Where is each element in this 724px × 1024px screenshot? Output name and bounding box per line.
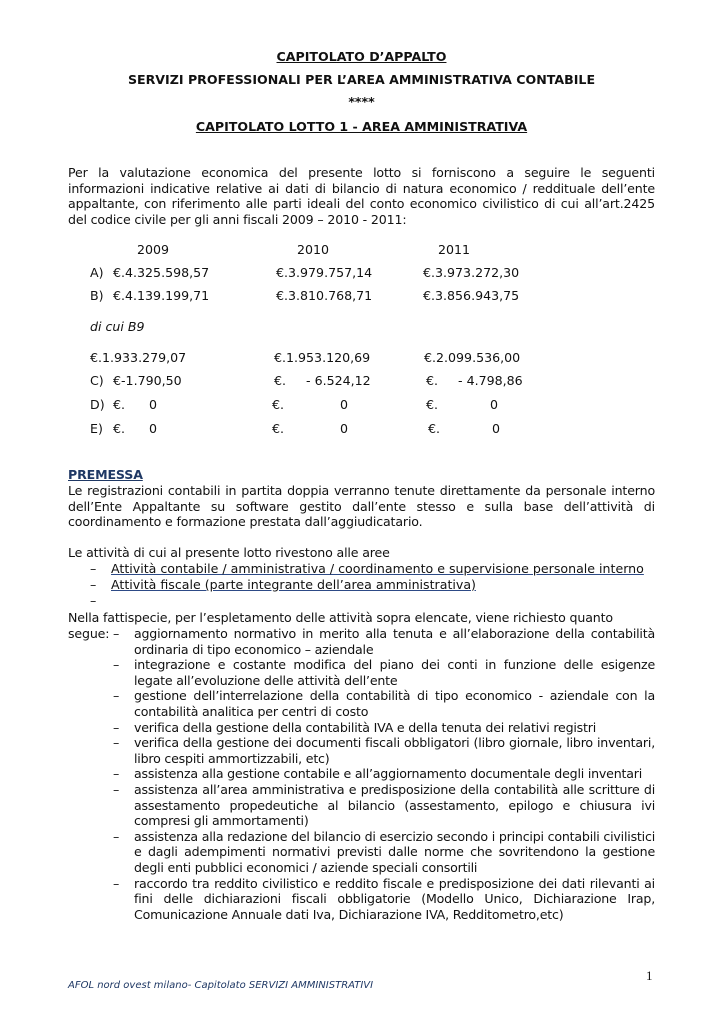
area-link[interactable]: Attività fiscale (parte integrante dell’area amministrativa): [111, 577, 476, 592]
dash-bullet: –: [90, 593, 97, 608]
table-row: [0, 373, 724, 389]
value-cell: €.4.139.199,71: [113, 288, 210, 303]
value-cell: €.1.933.279,07: [90, 350, 187, 365]
row-label: B): [90, 288, 104, 303]
list-item: [68, 782, 655, 829]
requirements-list: [68, 626, 655, 922]
page-number: 1: [646, 968, 653, 983]
dash-bullet: –: [90, 577, 97, 592]
table-row: [0, 265, 724, 281]
requirement-text: aggiornamento normativo in merito alla tenuta e all’elaborazione della contabilità ordinaria di tipo economico – aziendale: [134, 626, 655, 657]
list-item: [68, 829, 655, 876]
document-subtitle: SERVIZI PROFESSIONALI PER L’AREA AMMINISTRATIVA CONTABILE: [127, 72, 596, 87]
lot-title: CAPITOLATO LOTTO 1 - AREA AMMINISTRATIVA: [195, 119, 528, 134]
intro-paragraph: Per la valutazione economica del presente lotto si forniscono a seguire le seguenti informazioni indicative relative ai dati di bilancio di natura economico / reddituale dell’ente appaltante, con riferimento alle parti ideali del conto economico civilistico di cui all’art.2425 del codice civile per gli anni fiscali 2009 – 2010 - 2011:: [68, 165, 655, 227]
list-item: [68, 626, 655, 657]
value-cell: €. 0: [272, 397, 349, 412]
list-item: [68, 561, 655, 577]
list-item: [68, 876, 655, 923]
row-label: C): [90, 373, 104, 388]
value-cell: €. 0: [113, 421, 158, 436]
value-cell: €-1.790,50: [113, 373, 182, 388]
value-cell: €. 0: [428, 421, 501, 436]
b9-label: di cui B9: [90, 319, 145, 334]
dash-bullet: –: [113, 766, 120, 782]
year-header: 2009: [137, 242, 170, 257]
areas-list: [68, 561, 655, 609]
premessa-heading: PREMESSA: [68, 467, 143, 482]
dash-bullet: –: [113, 688, 120, 704]
dash-bullet: –: [113, 657, 120, 673]
value-cell: €. 0: [113, 397, 158, 412]
b9-label-row: [0, 319, 724, 335]
premessa-paragraph: Le registrazioni contabili in partita doppia verranno tenute direttamente da personale interno dell’Ente Appaltante su software gestito dall’ente stesso e sulla base dell’attività di coordinamento e formazione prestata dall’aggiudicatario.: [68, 483, 655, 529]
row-label: A): [90, 265, 104, 280]
value-cell: €. - 6.524,12: [274, 373, 371, 388]
value-cell: €. 0: [272, 421, 349, 436]
requirement-text: raccordo tra reddito civilistico e reddito fiscale e predisposizione dei dati rilevanti ai fini delle dichiarazioni fiscali obbligatorie (Modello Unico, Dichiarazione Irap, Comunicazione Annuale dati Iva, Dichiarazione IVA, Redditometro,etc): [134, 875, 655, 922]
year-header: 2010: [297, 242, 330, 257]
dash-bullet: –: [113, 719, 120, 735]
dash-bullet: –: [113, 626, 120, 641]
value-cell: €.4.325.598,57: [113, 265, 210, 280]
separator-stars: ****: [348, 94, 375, 109]
year-header: 2011: [438, 242, 471, 257]
table-row: [0, 350, 724, 366]
table-header-row: [0, 242, 724, 258]
value-cell: €.2.099.536,00: [424, 350, 521, 365]
value-cell: €.3.856.943,75: [423, 288, 520, 303]
value-cell: €.3.979.757,14: [276, 265, 373, 280]
list-item: [68, 766, 655, 782]
requirement-text: assistenza all’area amministrativa e predisposizione della contabilità alle scritture di assestamento propedeutiche al bilancio (assestamento, epilogo e chiusura ivi compresi gli ammortamenti): [134, 781, 655, 829]
requirements-intro: Nella fattispecie, per l’espletamento delle attività sopra elencate, viene richiesto quanto segue:: [68, 610, 613, 641]
requirement-text: verifica della gestione dei documenti fiscali obbligatori (libro giornale, libro inventari, libro cespiti ammortizzabili, etc): [134, 735, 655, 766]
table-row: [0, 421, 724, 437]
value-cell: €.3.810.768,71: [276, 288, 373, 303]
list-item: [68, 688, 655, 719]
value-cell: €.3.973.272,30: [423, 265, 520, 280]
table-row: [0, 397, 724, 413]
dash-bullet: –: [113, 735, 120, 751]
dash-bullet: –: [113, 781, 120, 797]
list-item: [68, 577, 655, 593]
area-link[interactable]: Attività contabile / amministrativa / coordinamento e supervisione personale interno: [111, 561, 644, 576]
dash-bullet: –: [90, 561, 97, 576]
areas-intro: Le attività di cui al presente lotto rivestono alle aree: [68, 545, 390, 560]
document-title: CAPITOLATO D’APPALTO: [276, 49, 447, 64]
requirement-text: integrazione e costante modifica del piano dei conti in funzione delle esigenze legate all’evoluzione delle attività dell’ente: [134, 657, 655, 688]
empty-list-item: [68, 593, 655, 609]
dash-bullet: –: [113, 875, 120, 891]
list-item: [68, 720, 655, 736]
requirement-text: assistenza alla gestione contabile e all’aggiornamento documentale degli inventari: [134, 766, 643, 782]
table-row: [0, 288, 724, 304]
page-footer: AFOL nord ovest milano- Capitolato SERVIZI AMMINISTRATIVI: [68, 980, 374, 991]
requirement-text: gestione dell’interrelazione della contabilità di tipo economico - aziendale con la contabilità analitica per centri di costo: [134, 688, 655, 719]
row-label: D): [90, 397, 105, 412]
list-item: [68, 657, 655, 688]
requirement-text: verifica della gestione della contabilità IVA e della tenuta dei relativi registri: [134, 719, 597, 735]
value-cell: €. - 4.798,86: [426, 373, 523, 388]
dash-bullet: –: [113, 828, 120, 844]
value-cell: €. 0: [426, 397, 499, 412]
list-item: [68, 735, 655, 766]
requirement-text: assistenza alla redazione del bilancio di esercizio secondo i principi contabili civilistici e dagli adempimenti normativi previsti dalle norme che sovritendono la gestione degli enti pubblici economici / aziende speciali consortili: [134, 828, 655, 875]
value-cell: €.1.953.120,69: [274, 350, 371, 365]
row-label: E): [90, 421, 103, 436]
